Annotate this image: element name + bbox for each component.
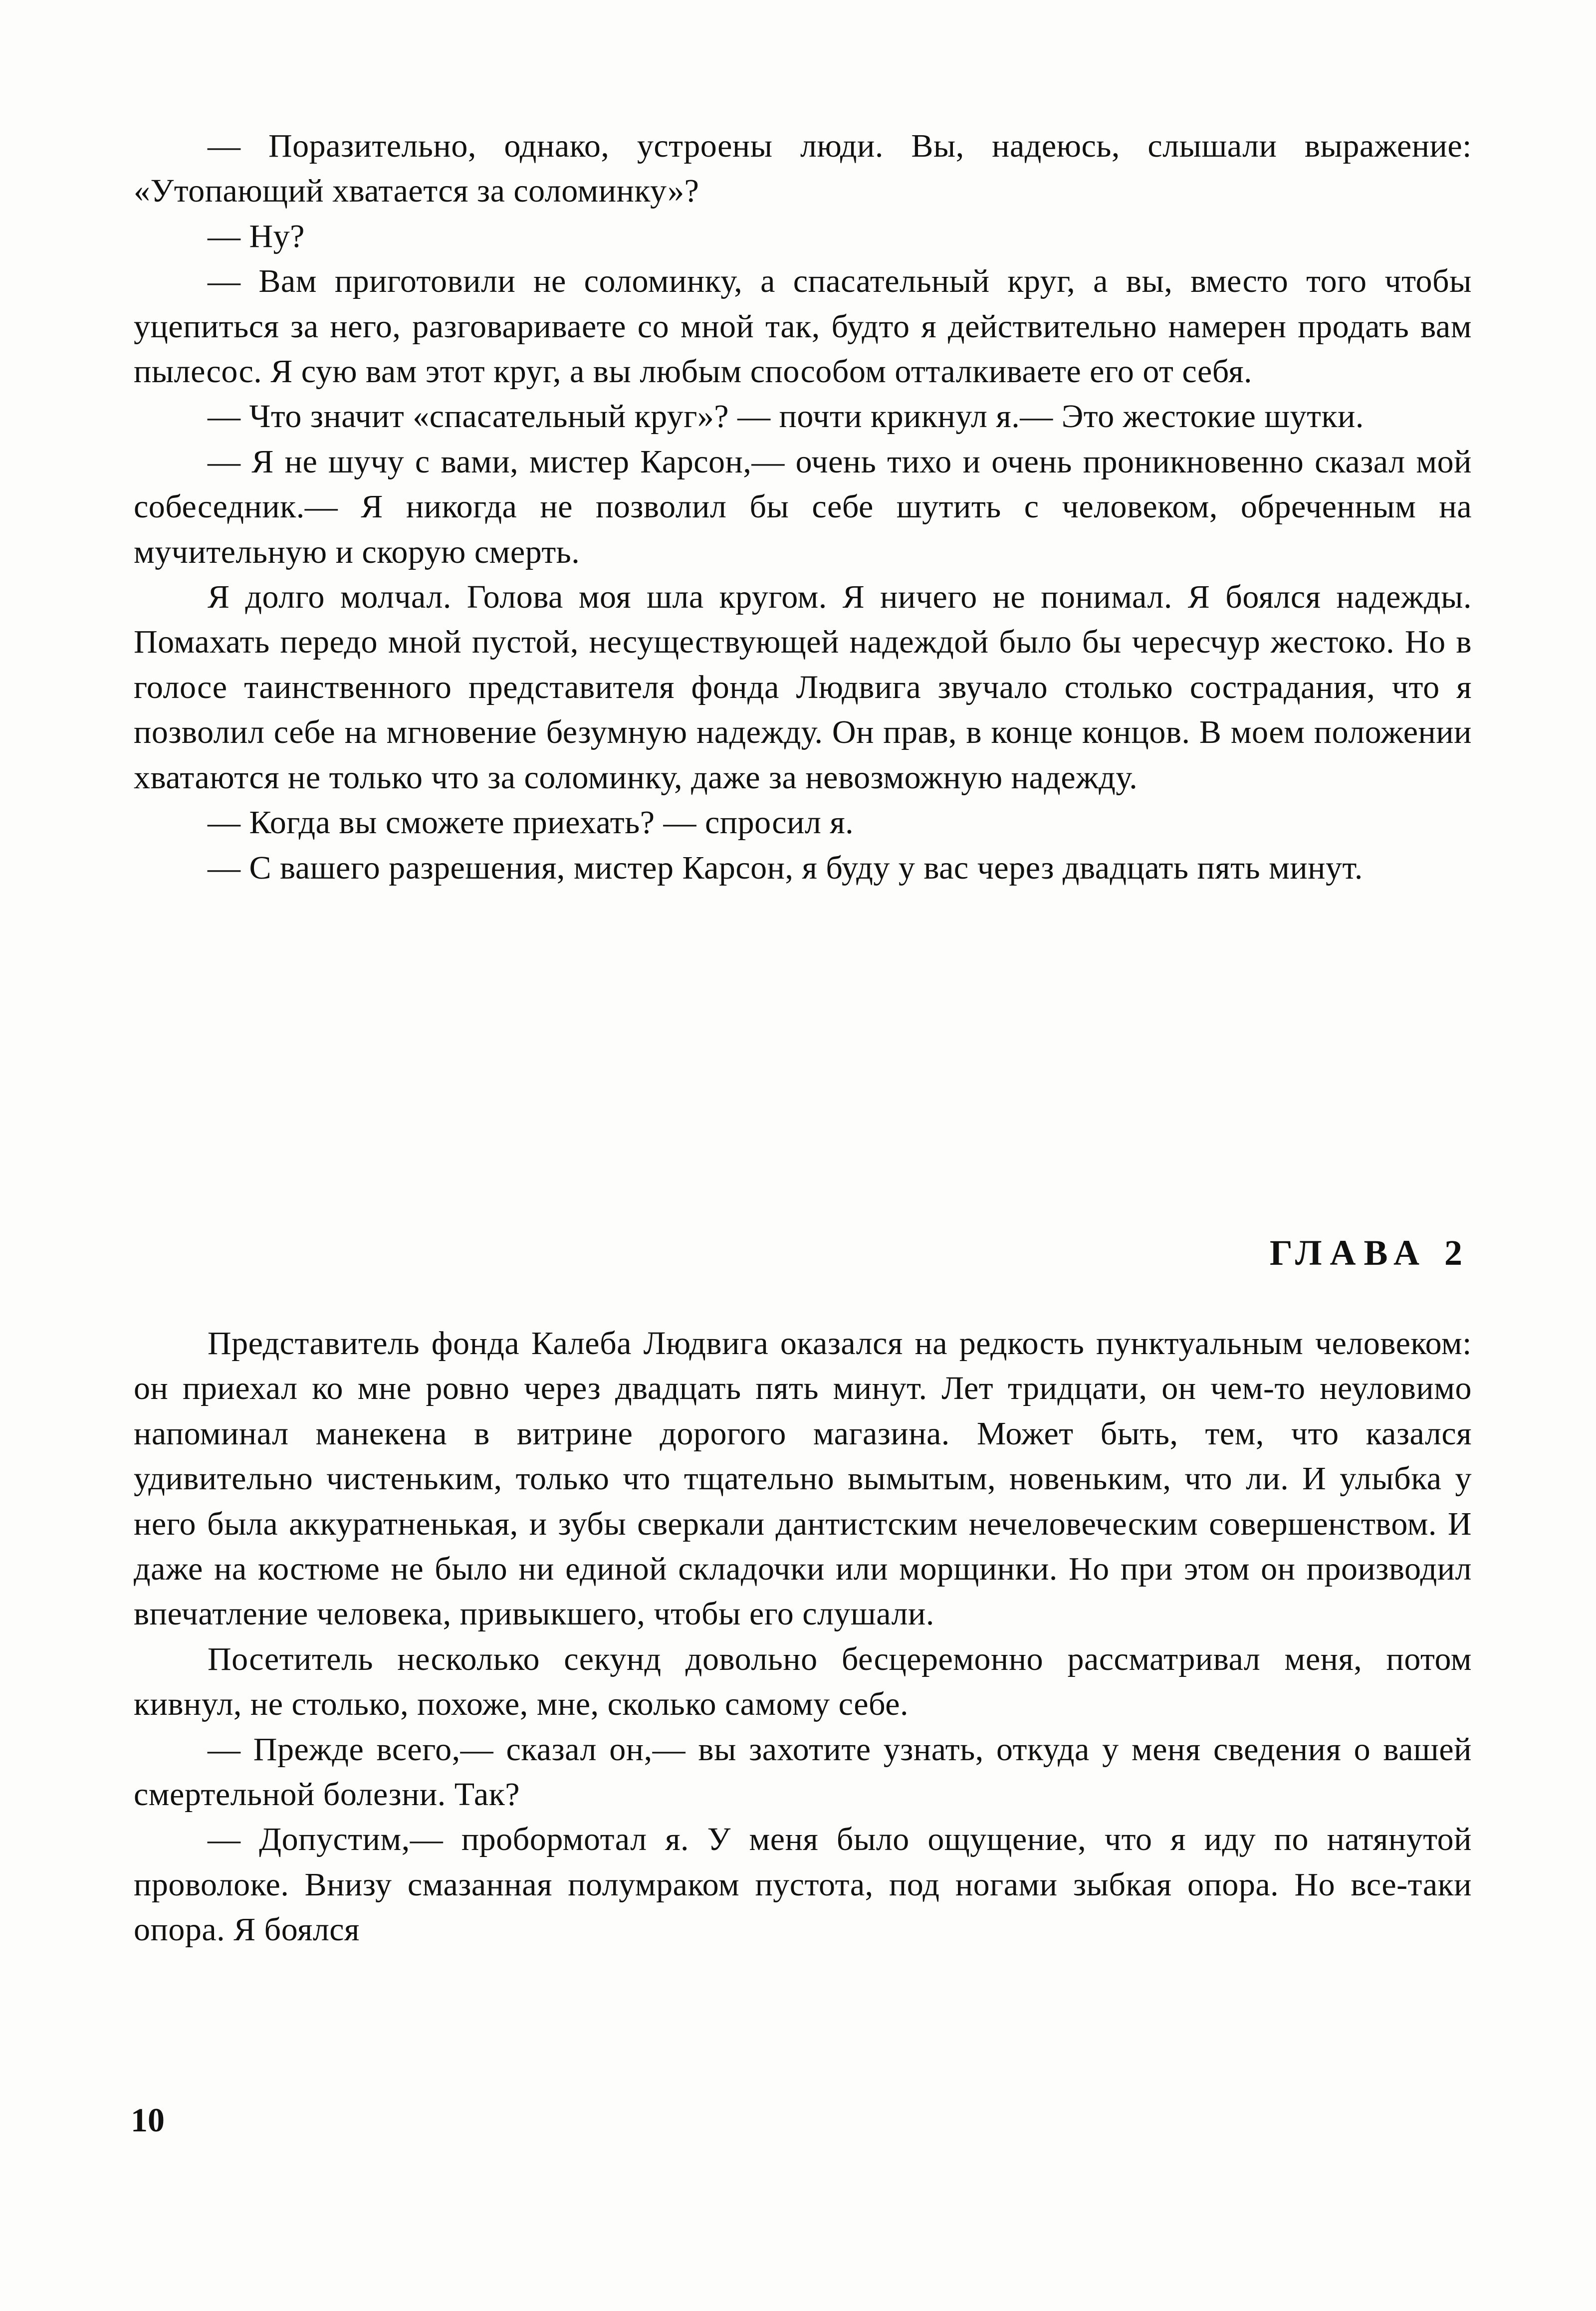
page-number: 10 xyxy=(131,2101,165,2139)
paragraph: — Что значит «спасательный круг»? — почти крикнул я.— Это жестокие шутки. xyxy=(208,398,1364,435)
paragraph: Посетитель несколько секунд довольно бесцеремонно рассматривал меня, потом кивнул, не столько, похоже, мне, сколько самому себе. xyxy=(134,1640,1472,1723)
text-block-bottom xyxy=(134,1321,1472,1953)
paragraph: — Когда вы сможете приехать? — спросил я. xyxy=(208,804,854,841)
paragraph: — Ну? xyxy=(208,218,305,254)
paragraph: — Вам приготовили не соломинку, а спасательный круг, а вы, вместо того чтобы уцепиться за него, разговариваете со мной так, будто я действительно намерен продать вам пылесос. Я сую вам этот круг, а вы любым способом отталкиваете его от себя. xyxy=(134,263,1472,390)
paragraph: — С вашего разрешения, мистер Карсон, я буду у вас через двадцать пять минут. xyxy=(208,849,1363,886)
chapter-heading: ГЛАВА 2 xyxy=(1269,1233,1470,1273)
paragraph: Я долго молчал. Голова моя шла кругом. Я ничего не понимал. Я боялся надежды. Помахать передо мной пустой, несуществующей надеждой было бы чересчур жестоко. Но в голосе таинственного представителя фонда Людвига звучало столько сострадания, что я позволил себе на мгновение безумную надежду. Он прав, в конце концов. В моем положении хватаются не только что за соломинку, даже за невозможную надежду. xyxy=(134,579,1472,796)
paragraph: — Я не шучу с вами, мистер Карсон,— очень тихо и очень проникновенно сказал мой собеседник.— Я никогда не позволил бы себе шутить с человеком, обреченным на мучительную и скорую смерть. xyxy=(134,443,1472,570)
text-block-top xyxy=(134,124,1472,891)
paragraph: — Прежде всего,— сказал он,— вы захотите узнать, откуда у меня сведения о вашей смертельной болезни. Так? xyxy=(134,1731,1472,1813)
paragraph: — Поразительно, однако, устроены люди. Вы, надеюсь, слышали выражение: «Утопающий хватается за соломинку»? xyxy=(134,128,1472,210)
paragraph: Представитель фонда Калеба Людвига оказался на редкость пунктуальным человеком: он приехал ко мне ровно через двадцать пять минут. Лет тридцати, он чем-то неуловимо напоминал манекена в витрине дорогого магазина. Может быть, тем, что казался удивительно чистеньким, только что тщательно вымытым, новеньким, что ли. И улыбка у него была аккуратненькая, и зубы сверкали дантистским нечеловеческим совершенством. И даже на костюме не было ни единой складочки или морщинки. Но при этом он производил впечатление человека, привыкшего, чтобы его слушали. xyxy=(134,1325,1472,1632)
paragraph: — Допустим,— пробормотал я. У меня было ощущение, что я иду по натянутой проволоке. Внизу смазанная полумраком пустота, под ногами зыбкая опора. Но все-таки опора. Я боялся xyxy=(134,1821,1472,1948)
